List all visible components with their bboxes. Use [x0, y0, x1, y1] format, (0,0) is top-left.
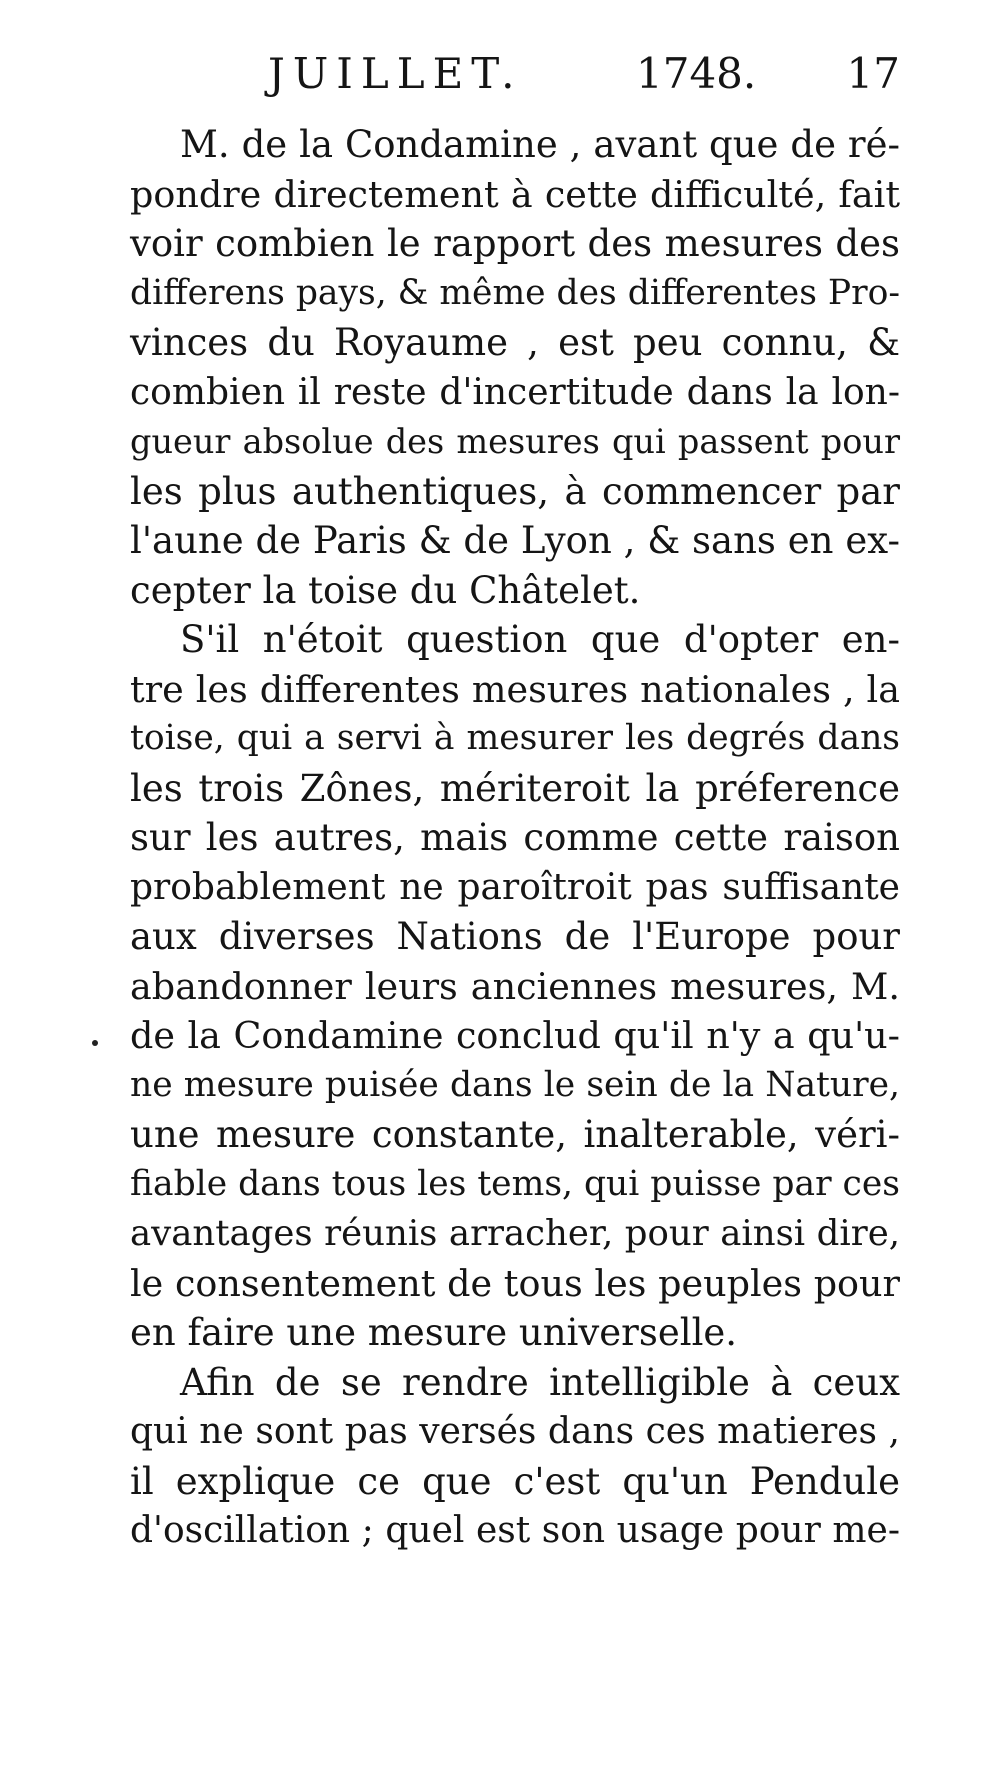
text-line: l'aune de Paris & de Lyon , & sans en ex- [130, 519, 900, 562]
text-line: S'il n'étoit question que d'opter en- [180, 618, 900, 661]
text-line: ne mesure puisée dans le sein de la Nature, [130, 1064, 900, 1105]
text-line: Afin de se rendre intelligible à ceux [180, 1360, 900, 1404]
header-year: 1748. [636, 49, 757, 98]
text-line: cepter la toise du Châtelet. [130, 568, 641, 612]
text-line: les trois Zônes, mériteroit la préference [130, 766, 900, 810]
text-line: avantages réunis arracher, pour ainsi dire, [130, 1213, 900, 1254]
text-line: M. de la Condamine , avant que de ré- [180, 123, 900, 166]
header-month: JUILLET. [268, 49, 523, 98]
text-line: une mesure constante, inalterable, véri- [130, 1113, 900, 1156]
text-line: il explique ce que c'est qu'un Pendule [130, 1459, 900, 1503]
text-line: abandonner leurs anciennes mesures, M. [130, 964, 900, 1008]
body-text [130, 120, 900, 1556]
text-line: qui ne sont pas versés dans ces matieres , [130, 1411, 900, 1452]
text-line: gueur absolue des mesures qui passent pour [130, 422, 900, 461]
page-number: 17 [846, 49, 900, 98]
text-line: tre les differentes mesures nationales , la [130, 667, 900, 711]
text-line: pondre directement à cette difficulté, fait [130, 172, 900, 216]
text-line: fiable dans tous les tems, qui puisse par ces [130, 1163, 900, 1204]
text-line: en faire une mesure universelle. [130, 1311, 738, 1354]
text-line: voir combien le rapport des mesures des [130, 222, 900, 265]
text-line: de la Condamine conclud qu'il n'y a qu'u- [130, 1014, 900, 1057]
ink-speck [92, 1040, 98, 1046]
text-line: aux diverses Nations de l'Europe pour [130, 915, 900, 958]
text-line: vinces du Royaume , est peu connu, & [130, 321, 900, 364]
text-line: sur les autres, mais comme cette raison [130, 816, 900, 859]
running-header [130, 44, 900, 104]
text-line: d'oscillation ; quel est son usage pour me- [130, 1510, 900, 1551]
text-line: probablement ne paroîtroit pas suffisante [130, 866, 900, 908]
text-line: combien il reste d'incertitude dans la lon- [130, 371, 900, 413]
text-line: toise, qui a servi à mesurer les degrés dans [130, 718, 900, 758]
text-line: le consentement de tous les peuples pour [130, 1261, 900, 1305]
text-line: les plus authentiques, à commencer par [130, 469, 900, 513]
text-line: differens pays, & même des differentes Pro- [130, 272, 900, 313]
